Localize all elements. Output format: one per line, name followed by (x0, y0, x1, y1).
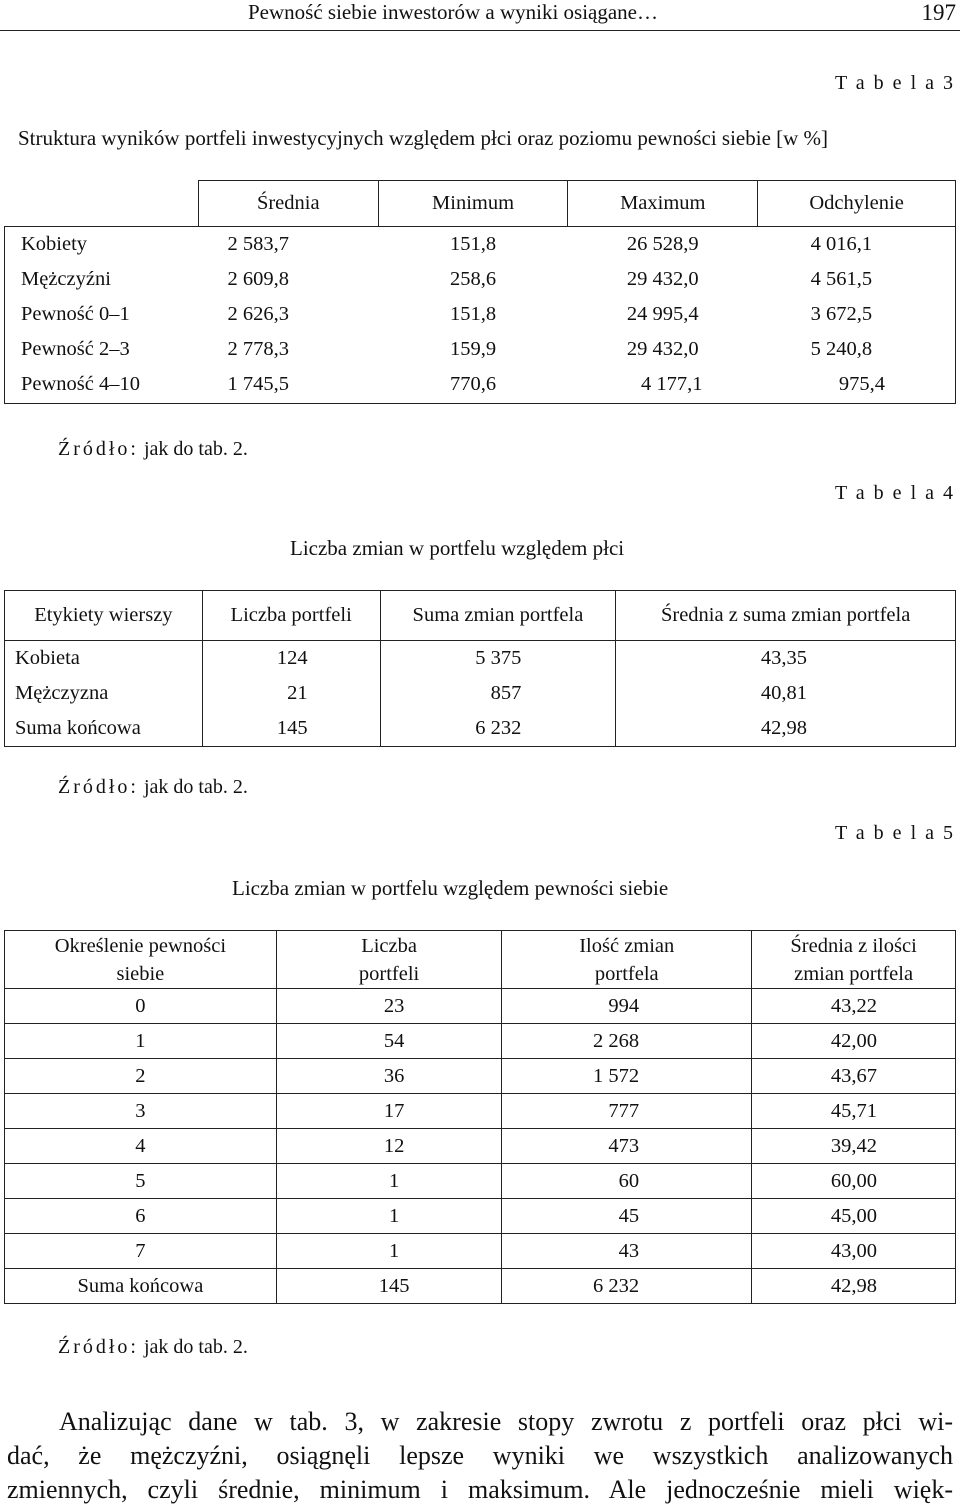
header-line: portfela (594, 962, 659, 985)
table-cell: 975,4 (838, 373, 885, 396)
table-cell: 24 995,4 (626, 302, 699, 325)
paragraph-line: Analizując dane w tab. 3, w zakresie stopy zwrotu z portfeli oraz płci wi- (59, 1407, 953, 1436)
table-cell: 2 268 (502, 1024, 752, 1059)
table-cell: 1 572 (502, 1059, 752, 1094)
table-cell: 29 432,0 (626, 267, 699, 290)
table5-row-label: 4 (5, 1129, 277, 1164)
table-cell: 1 (276, 1199, 502, 1234)
header-line: Liczba (361, 934, 417, 957)
table-cell: 4 177,1 (641, 373, 703, 396)
table-row (5, 676, 956, 711)
table3-col-header: Średnia (198, 181, 378, 227)
table3 (4, 180, 956, 404)
table-cell: 6 232 (502, 1269, 752, 1304)
table-row (5, 641, 956, 676)
table5-col-header (5, 931, 277, 989)
table-cell: 43,67 (752, 1059, 956, 1094)
table-cell: 5 240,8 (810, 337, 873, 360)
source-text: jak do tab. 2. (144, 776, 248, 798)
table-cell: 45,00 (752, 1199, 956, 1234)
header-line: Średnia z ilości (790, 934, 917, 957)
table3-header-row (5, 181, 956, 227)
table-row (5, 1094, 956, 1129)
table-row (5, 262, 956, 297)
source-label: Źródło: (58, 776, 139, 798)
table-cell: 258,6 (449, 267, 497, 290)
table3-caption: Struktura wyników portfeli inwestycyjnych względem płci oraz poziomu pewności siebie [w %] (18, 126, 829, 150)
table-cell: 36 (276, 1059, 502, 1094)
table5-row-label: 5 (5, 1164, 277, 1199)
header-line: siebie (116, 962, 165, 985)
table4-col-header: Liczba portfeli (202, 591, 380, 641)
table5-col-header (502, 931, 752, 989)
table4-caption: Liczba zmian w portfelu względem płci (290, 536, 625, 560)
table4-col-header: Suma zmian portfela (380, 591, 616, 641)
page-number: 197 (921, 0, 956, 25)
table-cell: 26 528,9 (626, 232, 699, 255)
table-row (5, 1164, 956, 1199)
table-row (5, 989, 956, 1024)
table5-source (58, 1336, 248, 1359)
table-cell: 857 (380, 676, 616, 711)
table-row (5, 1024, 956, 1059)
table-cell: 54 (276, 1024, 502, 1059)
table4-col-header: Średnia z suma zmian portfela (616, 591, 956, 641)
table-cell: 21 (202, 676, 380, 711)
table-cell: 39,42 (752, 1129, 956, 1164)
running-title: Pewność siebie inwestorów a wyniki osiągane… (248, 0, 659, 24)
table-cell: 1 (276, 1234, 502, 1269)
table3-label: T a b e l a 3 (834, 72, 955, 94)
table-cell: 17 (276, 1094, 502, 1129)
table5-row-label: 2 (5, 1059, 277, 1094)
table3-row-label: Pewność 2–3 (21, 337, 130, 360)
table4-source (58, 776, 248, 799)
table3-row-label: Pewność 4–10 (21, 373, 141, 396)
source-text: jak do tab. 2. (144, 1336, 248, 1358)
table5-label: T a b e l a 5 (834, 822, 955, 844)
table4-label: T a b e l a 4 (834, 482, 955, 504)
table-cell: 45 (502, 1199, 752, 1234)
table-cell: 994 (502, 989, 752, 1024)
table-cell: 43,35 (760, 646, 807, 669)
source-label: Źródło: (58, 1336, 139, 1358)
table-cell: 5 375 (380, 641, 616, 676)
table-cell: 3 672,5 (810, 302, 873, 325)
table-cell: 4 016,1 (810, 232, 873, 255)
table-row (5, 1234, 956, 1269)
table-cell: 42,00 (752, 1024, 956, 1059)
table-cell: 43,22 (752, 989, 956, 1024)
paragraph-line: dać, że mężczyźni, osiągnęli lepsze wyniki we wszystkich analizowanych (7, 1441, 953, 1470)
table5-row-label: 6 (5, 1199, 277, 1234)
header-line: portfeli (358, 962, 420, 985)
table-row (5, 1199, 956, 1234)
table-cell: 2 626,3 (227, 302, 290, 325)
table-row (5, 1269, 956, 1304)
table-cell: 1 745,5 (227, 373, 290, 396)
table-row (5, 332, 956, 367)
table-cell: 124 (202, 641, 380, 676)
table5-row-label: 3 (5, 1094, 277, 1129)
table-cell: 159,9 (449, 337, 497, 360)
table-cell: 6 232 (380, 711, 616, 747)
table3-row-label: Mężczyźni (21, 267, 111, 290)
table5 (4, 930, 956, 1304)
table-cell: 2 778,3 (227, 337, 290, 360)
table3-col-header: Minimum (378, 181, 568, 227)
table-cell: 60,00 (752, 1164, 956, 1199)
header-line: zmian portfela (794, 962, 914, 985)
table-cell: 40,81 (760, 681, 807, 704)
table5-row-label: 0 (5, 989, 277, 1024)
table4-row-label: Suma końcowa (5, 711, 203, 747)
table-row (5, 1129, 956, 1164)
table3-col-header: Odchylenie (758, 181, 956, 227)
table-row (5, 1059, 956, 1094)
table-cell: 43 (502, 1234, 752, 1269)
table-row (5, 711, 956, 747)
table-row (5, 297, 956, 332)
table4-header-row (5, 591, 956, 641)
table3-row-label: Pewność 0–1 (21, 302, 130, 325)
table-cell: 29 432,0 (626, 337, 699, 360)
table-cell: 2 609,8 (227, 267, 290, 290)
table-cell: 145 (202, 711, 380, 747)
table-row (5, 227, 956, 262)
table5-col-header (276, 931, 502, 989)
table3-corner (5, 181, 199, 227)
table-cell: 45,71 (752, 1094, 956, 1129)
table5-caption: Liczba zmian w portfelu względem pewności siebie (232, 876, 669, 900)
body-paragraph (7, 1405, 953, 1507)
table-cell: 42,98 (830, 1274, 877, 1297)
table3-col-header: Maximum (568, 181, 758, 227)
table5-col-header (752, 931, 956, 989)
table5-row-label: 7 (5, 1234, 277, 1269)
table-cell: 42,98 (760, 716, 807, 739)
table4-col-header: Etykiety wierszy (5, 591, 203, 641)
paragraph-line: zmiennych, czyli średnie, minimum i maksimum. Ale jednocześnie mieli więk- (7, 1475, 953, 1504)
table-row (5, 367, 956, 404)
source-text: jak do tab. 2. (144, 438, 248, 460)
header-line: Określenie pewności (54, 934, 227, 957)
table-cell: 151,8 (449, 302, 497, 325)
table4-row-label: Mężczyzna (5, 676, 203, 711)
running-header (0, 0, 960, 31)
table-cell: 12 (276, 1129, 502, 1164)
table3-source (58, 438, 248, 461)
table5-row-label: Suma końcowa (5, 1269, 277, 1304)
table-cell: 60 (502, 1164, 752, 1199)
table-cell: 777 (502, 1094, 752, 1129)
table-cell: 151,8 (449, 232, 497, 255)
table5-header-row (5, 931, 956, 989)
table-cell: 43,00 (752, 1234, 956, 1269)
table-cell: 145 (276, 1269, 502, 1304)
table-cell: 4 561,5 (810, 267, 873, 290)
table-cell: 473 (502, 1129, 752, 1164)
table4-row-label: Kobieta (5, 641, 203, 676)
table3-row-label: Kobiety (21, 232, 88, 255)
table5-row-label: 1 (5, 1024, 277, 1059)
table-cell: 2 583,7 (227, 232, 290, 255)
table-cell: 1 (276, 1164, 502, 1199)
table-cell: 23 (276, 989, 502, 1024)
source-label: Źródło: (58, 438, 139, 460)
header-line: Ilość zmian (579, 934, 675, 957)
table4 (4, 590, 956, 747)
table-cell: 770,6 (449, 373, 497, 396)
